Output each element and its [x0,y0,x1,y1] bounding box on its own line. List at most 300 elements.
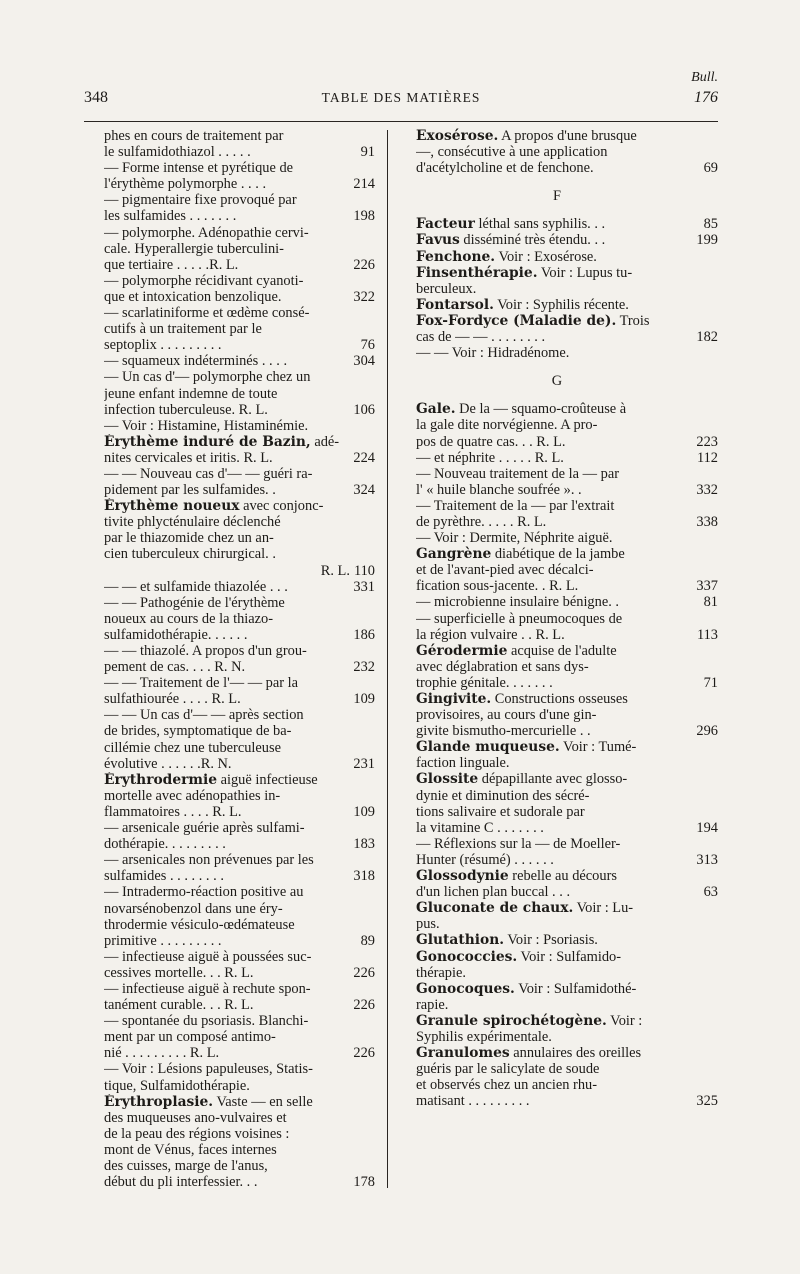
entry-text: que et intoxication benzolique. [104,288,282,305]
entry-text: — Voir : Dermite, Néphrite aiguë. [416,530,613,547]
page-title: TABLE DES MATIÈRES [321,90,481,105]
page-reference: 182 [696,329,718,346]
entry-line [416,932,718,948]
entry-line [104,337,375,353]
page-reference: 109 [353,803,375,820]
entry-line [104,901,375,917]
entry-term: Gingivite. [416,691,492,707]
entry-text: throdermie vésiculo-œdémateuse [104,916,295,933]
entry-text: Vaste — en selle [213,1093,313,1110]
index-entry [396,313,718,345]
entry-line [416,691,718,707]
entry-text: aiguë infectieuse [217,771,318,788]
entry-text: des muqueuses ano-vulvaires et [104,1109,287,1126]
entry-line [416,265,718,281]
index-entry [84,225,375,273]
index-entry [84,643,375,675]
entry-term: Favus [416,232,460,249]
index-entry [84,981,375,1013]
entry-line [416,128,718,144]
entry-text: léthal sans syphilis. . . [474,216,606,233]
entry-line [104,1158,375,1174]
entry-term: Glande muqueuse. [416,739,560,756]
entry-text: Voir : Lupus tu- [537,264,633,281]
index-entry [84,1061,375,1093]
entry-text: Trois [616,312,650,329]
page-reference: 313 [696,851,718,868]
index-entry [84,820,375,852]
entry-text: — arsenicales non prévenues par les [104,852,314,869]
index-entry [396,739,718,771]
entry-text: Voir : Tumé- [559,739,637,756]
entry-term: Érythroplasie. [104,1093,214,1110]
page-reference: 232 [353,659,375,676]
page-reference: 325 [696,1093,718,1110]
entry-text: givite bismutho-mercurielle . . [416,723,591,740]
entry-line [104,740,375,756]
entry-line [104,418,375,434]
entry-text: début du pli interfessier. . . [104,1174,258,1191]
entry-line [416,900,718,916]
entry-line [416,659,718,675]
index-entry [396,498,718,530]
entry-text: — microbienne insulaire bénigne. . [416,594,620,611]
entry-text: que tertiaire . . . . .R. L. [104,256,239,273]
entry-line [416,514,718,530]
entry-line [104,981,375,997]
entry-text: pos de quatre cas. . . R. L. [416,433,566,450]
entry-line [416,723,718,739]
entry-text: — Intradermo-réaction positive au [104,884,304,901]
entry-line [416,1045,718,1061]
entry-line [416,594,718,610]
page-reference: 231 [353,755,375,772]
entry-line [416,949,718,965]
page-reference: 63 [703,884,718,901]
index-entry [396,216,718,232]
index-entry [396,932,718,948]
index-entry [84,353,375,369]
index-entry [84,852,375,884]
entry-line [104,450,375,466]
entry-text: Voir : Lu- [573,900,634,917]
entry-line [104,176,375,192]
entry-text: pidement par les sulfamides. . [104,482,276,499]
entry-line [416,578,718,594]
entry-line [104,353,375,369]
entry-line [104,820,375,836]
entry-text: sulfamidothérapie. . . . . . [104,626,248,643]
entry-line [416,611,718,627]
entry-text: — — et sulfamide thiazolée . . . [104,578,288,595]
entry-line [416,820,718,836]
entry-term: Gangrène [416,546,492,563]
entry-term: Glutathion. [416,932,505,949]
entry-text: — — Traitement de l'— — par la [104,675,299,692]
page-reference: 110 [353,562,375,579]
entry-text: faction linguale. [416,755,510,772]
index-entry [84,160,375,192]
entry-text: — spontanée du psoriasis. Blanchi- [104,1013,309,1030]
entry-line [416,1029,718,1045]
index-entry [396,691,718,739]
entry-line [416,297,718,313]
index-entry [396,1045,718,1109]
index-entry [396,546,718,594]
entry-text: cessives mortelle. . . R. L. [104,964,254,981]
entry-line [416,1077,718,1093]
entry-text: Constructions osseuses [491,691,628,707]
entry-line [416,329,718,345]
index-entry [396,900,718,932]
entry-text: — superficielle à pneumocoques de [416,610,623,627]
entry-line [416,965,718,981]
entry-line [104,144,375,160]
entry-term: Érythème noueux [104,498,240,515]
entry-text: le sulfamidothiazol . . . . . [104,144,251,161]
index-entry [84,305,375,353]
entry-line [416,313,718,329]
page-reference: 91 [360,144,375,161]
index-entry [84,466,375,498]
page-reference: 304 [353,353,375,370]
page-reference: 89 [360,932,375,949]
entry-line [104,321,375,337]
entry-text: nié . . . . . . . . . R. L. [104,1045,220,1062]
entry-text: dynie et diminution des sécré- [416,787,590,804]
entry-text: provisoires, au cours d'une gin- [416,707,597,724]
entry-text: — infectieuse aiguë à poussées suc- [104,948,312,965]
entry-text: — Réflexions sur la — de Moeller- [416,835,621,852]
page-reference: 226 [353,997,375,1014]
entry-term: Granule spirochétogène. [416,1012,607,1029]
page-reference: 318 [353,868,375,885]
entry-term: Granulomes [416,1045,510,1062]
entry-text: cien tuberculeux chirurgical. . [104,546,276,563]
entry-text: d'un lichen plan buccal . . . [416,884,571,901]
entry-text: rebelle au décours [508,868,617,885]
index-entry [396,401,718,449]
entry-line [104,192,375,208]
index-entry [396,265,718,297]
entry-line [416,675,718,691]
entry-text: infection tuberculeuse. R. L. [104,401,268,418]
index-entry [84,1094,375,1191]
entry-text: Voir : Exosérose. [495,248,597,265]
entry-text: rapie. [416,996,449,1013]
entry-line [104,595,375,611]
entry-line [416,417,718,433]
entry-text: dépapillante avec glosso- [478,771,628,788]
index-entry [396,611,718,643]
entry-line [104,756,375,772]
index-entry [84,772,375,820]
index-entry [396,128,718,176]
entry-text: acquise de l'adulte [507,642,617,659]
entry-line [416,546,718,562]
index-entry [396,949,718,981]
entry-text: — — thiazolé. A propos d'un grou- [104,643,307,659]
entry-text: — Nouveau traitement de la — par [416,465,619,482]
entry-line [416,804,718,820]
entry-line [416,345,718,361]
entry-text: tique, Sulfamidothérapie. [104,1077,250,1094]
entry-term: Exosérose. [416,128,499,144]
entry-text: — polymorphe. Adénopathie cervi- [104,224,309,241]
entry-line [416,249,718,265]
entry-line [104,498,375,514]
entry-text: — squameux indéterminés . . . . [104,353,288,370]
index-entry [396,1013,718,1045]
page-reference: 81 [703,594,718,611]
page-reference: 178 [353,1174,375,1191]
index-entry [84,707,375,771]
entry-text: ment par un composé antimo- [104,1029,276,1046]
index-entry [84,884,375,948]
entry-text: — — Un cas d'— — après section [104,707,304,724]
entry-text: avec déglabration et sans dys- [416,658,589,675]
entry-text: jeune enfant indemne de toute [104,385,278,402]
entry-line [416,281,718,297]
page-reference: 331 [353,578,375,595]
entry-text: — Voir : Lésions papuleuses, Statis- [104,1061,313,1078]
entry-text: mont de Vénus, faces internes [104,1141,277,1158]
entry-term: Érythrodermie [104,771,217,788]
page-reference: 224 [353,449,375,466]
entry-term: Facteur [416,216,475,233]
page-reference: 109 [353,691,375,708]
entry-text: de pyrèthre. . . . . R. L. [416,513,547,530]
entry-text: —, consécutive à une application [416,144,608,161]
entry-text: berculeux. [416,280,477,297]
entry-text: — pigmentaire fixe provoqué par [104,192,297,209]
entry-text: — infectieuse aiguë à rechute spon- [104,980,311,997]
entry-term: Gonocoques. [416,980,515,997]
running-header [84,89,718,109]
entry-line [416,981,718,997]
entry-text: des cuisses, marge de l'anus, [104,1158,268,1174]
entry-line [416,498,718,514]
entry-text: disséminé très étendu. . . [459,232,606,249]
entry-text: et observés chez un ancien rhu- [416,1077,598,1094]
entry-text: — Voir : Histamine, Histaminémie. [104,417,309,434]
entry-text: — — Pathogénie de l'érythème [104,594,285,611]
entry-term: Finsenthérapie. [416,264,538,281]
index-entry [84,675,375,707]
page-reference: 226 [353,256,375,273]
entry-line [104,1110,375,1126]
entry-line [104,305,375,321]
entry-text: avec conjonc- [239,498,324,515]
entry-line [104,949,375,965]
entry-line [416,643,718,659]
entry-text: tanément curable. . . R. L. [104,997,254,1014]
index-entry [396,249,718,265]
entry-text: pus. [416,916,440,933]
entry-text: — Forme intense et pyrétique de [104,160,294,177]
entry-line [416,997,718,1013]
entry-text: phes en cours de traitement par [104,128,284,144]
left-column [84,128,375,1190]
entry-line [416,562,718,578]
page-reference: 113 [696,626,718,643]
entry-term: Fox-Fordyce (Maladie de). [416,312,617,329]
entry-line [104,643,375,659]
entry-text: l' « huile blanche soufrée ». . [416,481,582,498]
entry-term: Fenchone. [416,248,496,265]
index-entry [396,530,718,546]
index-entry [84,369,375,417]
index-entry [396,868,718,900]
page-reference: 183 [353,836,375,853]
entry-line [416,868,718,884]
entry-text: — — Nouveau cas d'— — guéri ra- [104,465,313,482]
entry-line [416,1061,718,1077]
index-entry [396,345,718,361]
entry-line [416,216,718,232]
entry-line [104,707,375,723]
entry-line [416,627,718,643]
page-number: 348 [84,89,108,106]
entry-text: d'acétylcholine et de fenchone. [416,160,594,177]
entry-line [104,225,375,241]
entry-text: — — Voir : Hidradénome. [416,345,570,362]
entry-text: thérapie. [416,964,466,981]
entry-text: novarsénobenzol dans une éry- [104,900,283,917]
entry-term: Érythème induré de Bazin, [104,433,311,450]
index-entry [84,498,375,578]
entry-line [416,836,718,852]
entry-line [104,289,375,305]
entry-line [104,965,375,981]
entry-text: tivite phlycténulaire déclenché [104,514,281,531]
journal-abbreviation: Bull. [691,70,718,85]
index-entry [396,450,718,466]
entry-text: sulfathiourée . . . . R. L. [104,691,241,708]
entry-text: la gale dite norvégienne. A pro- [416,417,598,434]
entry-term: Gluconate de chaux. [416,900,574,917]
entry-line [104,514,375,530]
entry-line [416,771,718,787]
page-reference: 226 [353,1045,375,1062]
entry-text: fication sous-jacente. . R. L. [416,578,579,595]
entry-line [104,241,375,257]
entry-line [416,755,718,771]
entry-text: la vitamine C . . . . . . . [416,819,544,836]
entry-text: Voir : Sulfamidothé- [514,980,637,997]
entry-text: adé- [310,433,340,450]
entry-line [104,466,375,482]
page-reference: 296 [696,723,718,740]
entry-line [104,691,375,707]
index-entry [396,981,718,1013]
entry-line [104,772,375,788]
entry-text: les sulfamides . . . . . . . [104,208,237,225]
entry-line [104,434,375,450]
page-reference: 85 [703,216,718,233]
entry-line [104,933,375,949]
index-entry [84,418,375,434]
entry-line [104,273,375,289]
entry-term: Gonococcies. [416,948,518,965]
entry-line [104,997,375,1013]
entry-line [416,1093,718,1109]
entry-line [104,1094,375,1110]
entry-text: mortelle avec adénopathies in- [104,787,281,804]
page-reference: 199 [696,232,718,249]
index-entry [84,579,375,595]
page-reference: 324 [353,482,375,499]
entry-line [416,160,718,176]
page-reference: 337 [696,578,718,595]
bulletin-number: 176 [694,89,718,106]
entry-text: cutifs à un traitement par le [104,321,262,338]
entry-text: Hunter (résumé) . . . . . . [416,851,554,868]
section-letter: F [552,188,561,205]
index-entry [84,949,375,981]
index-entry [84,273,375,305]
entry-text: Voir : [606,1012,643,1029]
entry-text: nites cervicales et iritis. R. L. [104,449,273,466]
index-entry [84,1013,375,1061]
index-entry [396,836,718,868]
entry-line [104,611,375,627]
entry-text: par le thiazomide chez un an- [104,530,274,547]
page-reference: 198 [353,208,375,225]
entry-line [416,1013,718,1029]
entry-line [416,707,718,723]
page-reference: 186 [353,626,375,643]
entry-line [416,401,718,417]
entry-line [416,466,718,482]
entry-line [104,884,375,900]
entry-text: Voir : Sulfamido- [517,948,622,965]
entry-line [104,804,375,820]
entry-line [416,232,718,248]
entry-line [104,257,375,273]
page-reference: 338 [696,513,718,530]
entry-term: Glossite [416,771,479,788]
entry-line [104,675,375,691]
page-reference: 332 [696,481,718,498]
entry-text: — scarlatiniforme et œdème consé- [104,305,310,322]
entry-text: Voir : Syphilis récente. [493,296,629,313]
entry-text: de la peau des régions voisines : [104,1125,290,1142]
entry-line [104,1061,375,1077]
entry-text: cillémie chez une tuberculeuse [104,739,281,756]
entry-line [416,530,718,546]
entry-text: annulaires des oreilles [509,1045,642,1062]
entry-text: la région vulvaire . . R. L. [416,626,565,643]
entry-text: — Traitement de la — par l'extrait [416,497,615,514]
entry-line [104,852,375,868]
index-entry [84,595,375,643]
entry-text: flammatoires . . . . R. L. [104,803,242,820]
page-reference: 322 [353,288,375,305]
entry-text: cale. Hyperallergie tuberculini- [104,240,284,257]
entry-text: Syphilis expérimentale. [416,1028,552,1045]
entry-line [104,1126,375,1142]
page-reference: 112 [696,449,718,466]
entry-line [104,530,375,546]
entry-line [104,1078,375,1094]
index-entry [396,232,718,248]
entry-line [416,434,718,450]
entry-line [104,369,375,385]
header-rule [84,121,718,122]
entry-text: tions salivaire et sudorale par [416,803,585,820]
entry-line [416,482,718,498]
